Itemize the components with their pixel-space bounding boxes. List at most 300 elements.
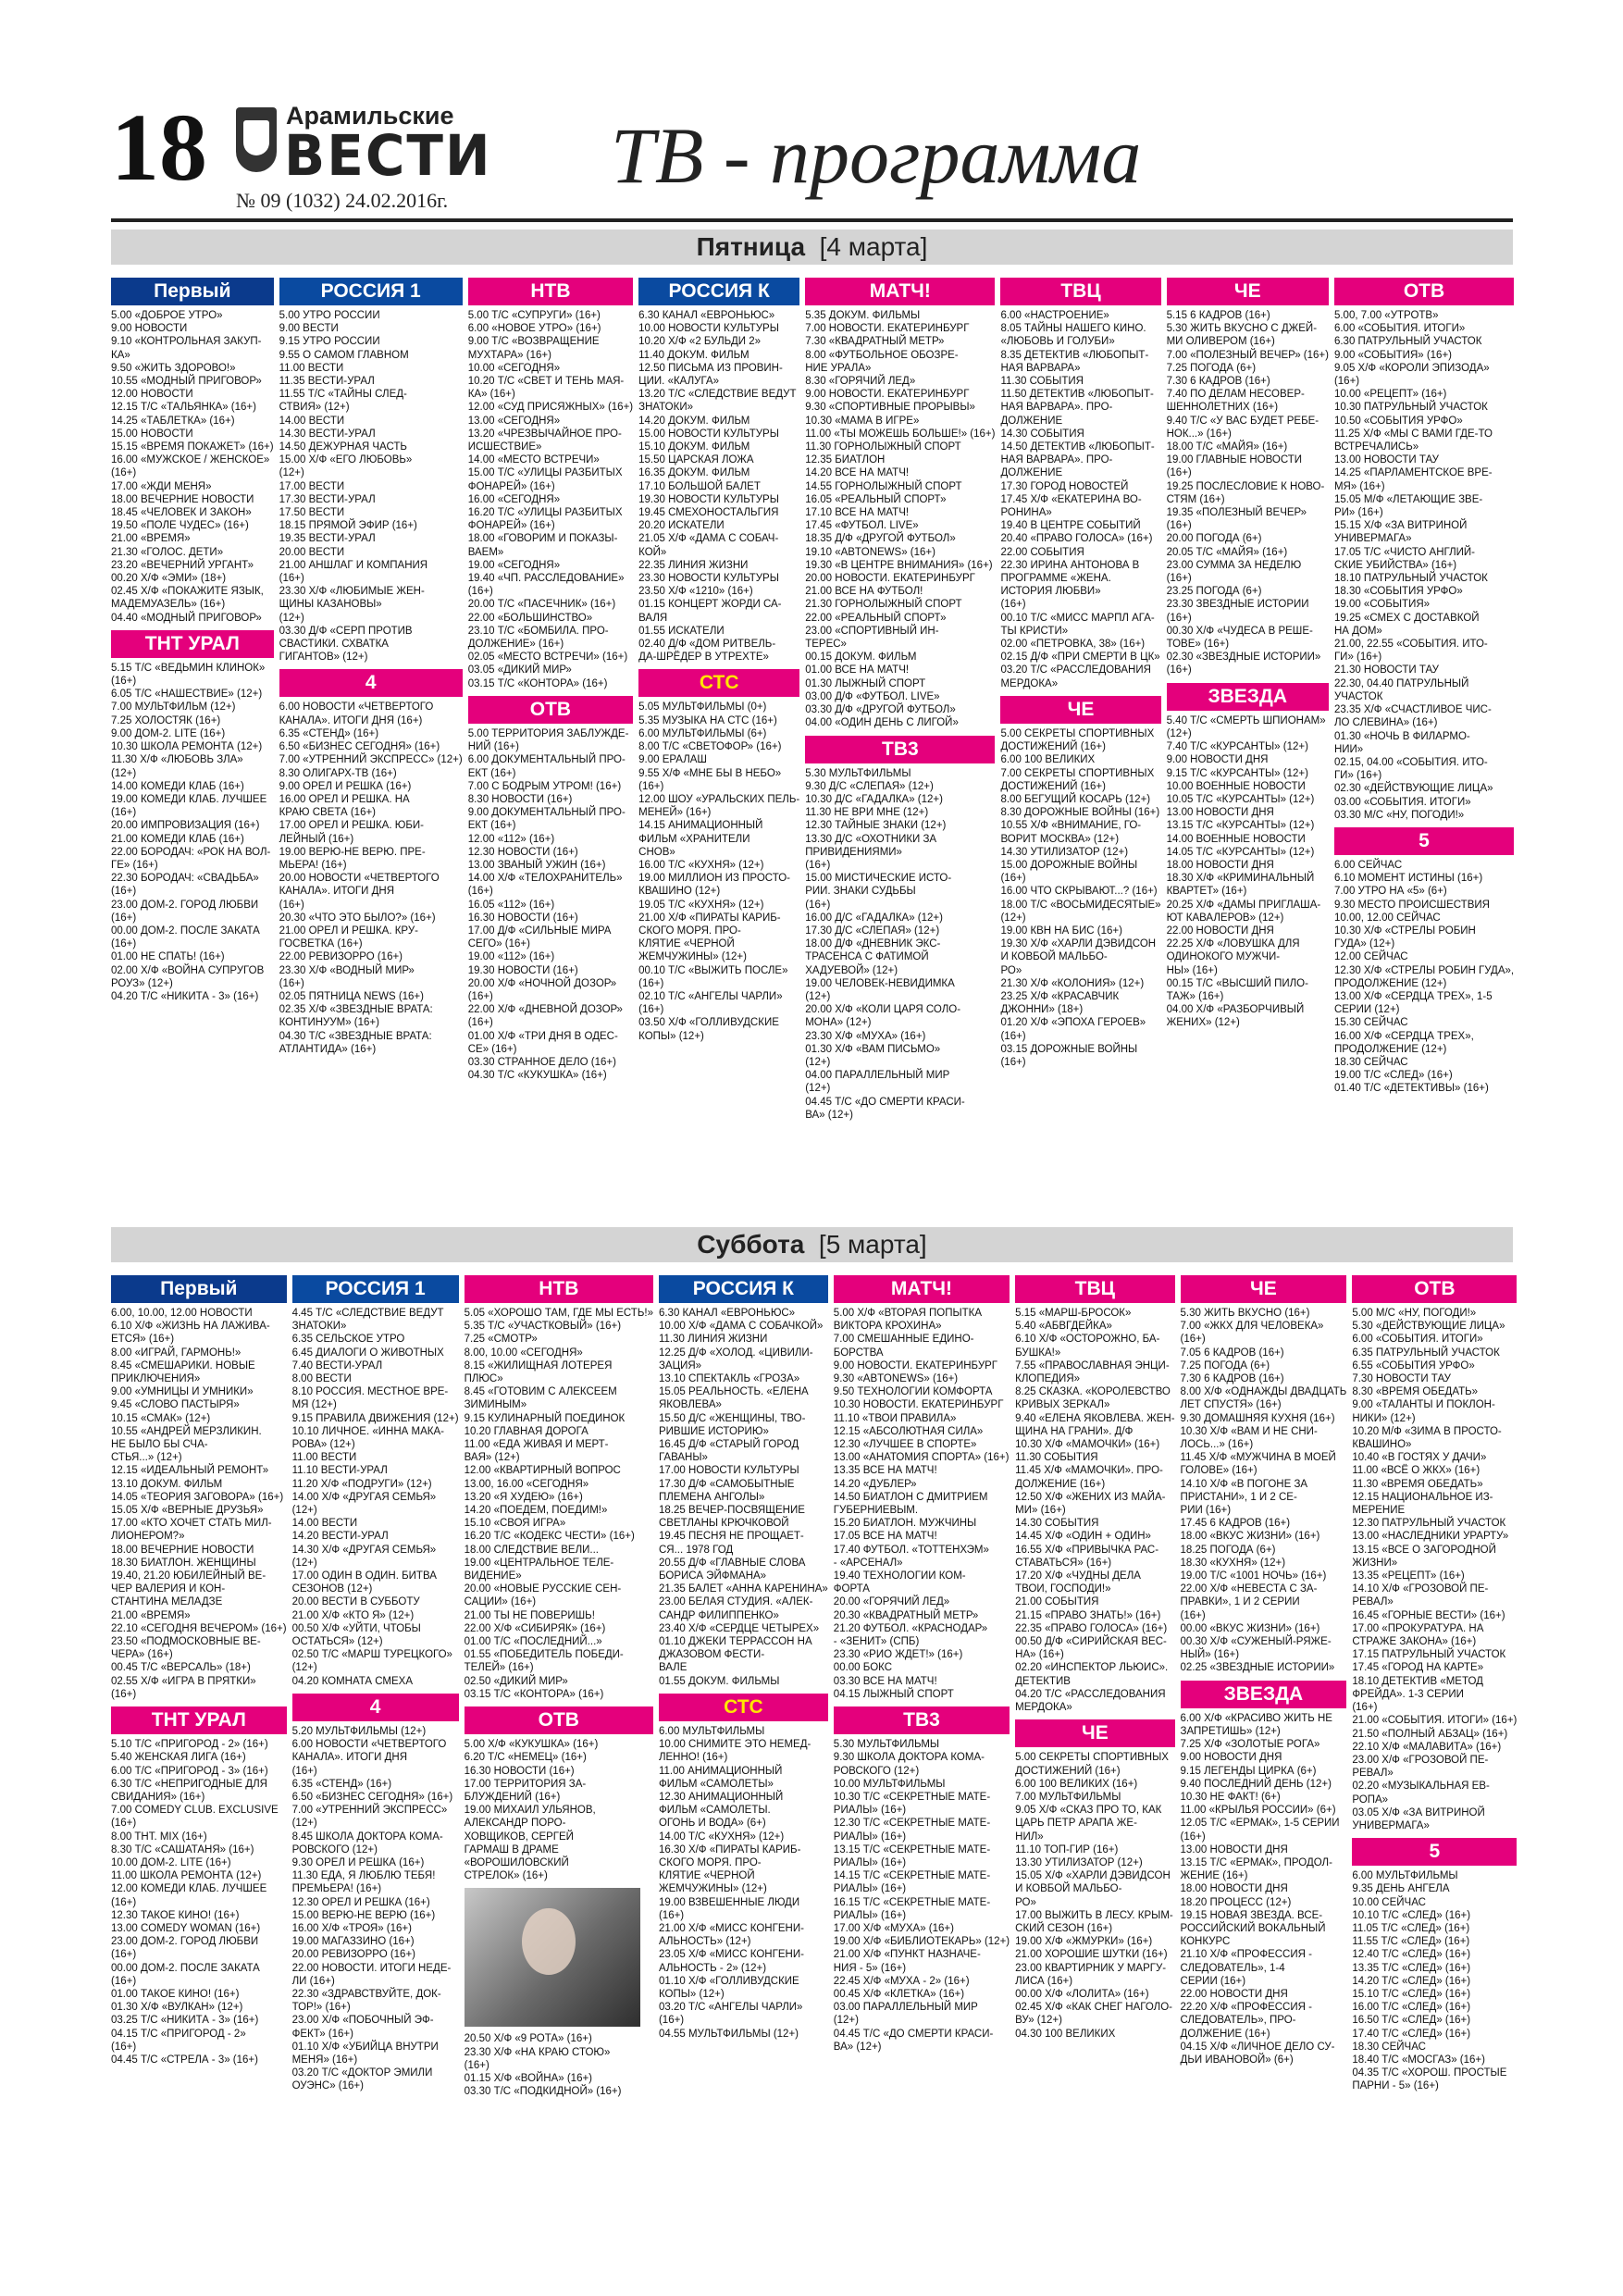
program-entry: 23.00 КВАРТИРНИК У МАРГУ- [1015, 1962, 1167, 1974]
program-entry: 10.00 Х/Ф «ДАМА С СОБАЧКОЙ» [658, 1321, 824, 1333]
program-entry: ПРОДОЛЖЕНИЕ (12+) [1333, 1043, 1447, 1055]
program-entry: 00.10 Т/С «ВЫЖИТЬ ПОСЛЕ» [638, 964, 788, 976]
program-entry: 00.00 «ВКУС ЖИЗНИ» (16+) [1180, 1622, 1320, 1634]
program-entry: РОВСКОГО (12+) [291, 1843, 378, 1855]
program-entry: 17.20 Х/Ф «ЧУДНЫ ДЕЛА [1015, 1570, 1141, 1582]
program-entry: ЗНАТОКИ» [638, 402, 693, 414]
channel-block [465, 1275, 653, 1701]
program-entry: 10.00 СЕЙЧАС [1352, 1896, 1426, 1908]
program-entry: 10.55 «АНДРЕЙ МЕРЗЛИКИН. [111, 1425, 262, 1437]
program-entry: (16+) [1166, 573, 1192, 585]
program-entry: ПРЕМЬЕРА! (16+) [291, 1883, 382, 1895]
program-entry: (12+) [291, 1662, 317, 1674]
program-entry: ВАЛЯ [638, 612, 668, 624]
channel-name: ТНТ УРАЛ [151, 1709, 246, 1731]
program-entry: 02.05 «МЕСТО ВСТРЕЧИ» (16+) [467, 652, 628, 664]
program-entry: 15.10 «СВОЯ ИГРА» [464, 1518, 566, 1530]
program-entry: 6.00 МУЛЬТФИЛЬМЫ [658, 1725, 765, 1737]
program-entry: ЩИНЫ КАЗАНОВЫ» [279, 599, 382, 611]
program-entry: 10.50 «СОБЫТИЯ УРФО» [1333, 415, 1463, 427]
channel-name: МАТЧ! [869, 280, 931, 302]
program-entry: ЗАЦИЯ» [658, 1359, 702, 1371]
program-entry: РЕВАЛ» [1352, 1596, 1394, 1608]
program-entry: 18.00 НОВОСТИ ДНЯ [1166, 859, 1274, 871]
program-entry: (16+) [1000, 1056, 1026, 1068]
program-entry: 20.00 Т/С «ПАСЕЧНИК» (16+) [467, 599, 616, 611]
program-entry: 6.10 Х/Ф «ЖИЗНЬ НА ЛАЖИВА- [111, 1321, 270, 1333]
program-entry: 19.30 Х/Ф «ХАРЛИ ДЭВИДСОН [1000, 938, 1157, 950]
program-entry: 03.20 Т/С «ДОКТОР ЭМИЛИ [291, 2067, 433, 2079]
program-entry: 23.50 «ПОДМОСКОВНЫЕ ВЕ- [111, 1636, 261, 1648]
day-header-friday [111, 230, 1513, 265]
program-entry: ФОРТА [833, 1583, 870, 1595]
program-entry: 21.20 ФУТБОЛ. «КРАСНОДАР» [833, 1622, 988, 1634]
program-entry: 11.30 СОБЫТИЯ [1015, 1452, 1098, 1464]
program-entry: 12.40 Т/С «СЛЕД» (16+) [1352, 1949, 1471, 1961]
program-entry: 17.30 Д/С «СЛЕПАЯ» (12+) [805, 925, 940, 937]
program-entry: СВЕТЛАНЫ КРЮЧКОВОЙ [658, 1518, 789, 1530]
program-entry: 12.05 Т/С «ЕРМАК», 1-5 СЕРИИ [1180, 1818, 1340, 1830]
program-entry: 10.20 Х/Ф «2 БУЛЬДИ 2» [638, 336, 761, 348]
program-entry: 10.30 «МАМА В ИГРЕ» [805, 415, 920, 427]
program-entry: 6.00 НОВОСТИ «ЧЕТВЕРТОГО [279, 701, 434, 714]
program-entry: 8.00 Х/Ф «ОДНАЖДЫ ДВАДЦАТЬ [1180, 1386, 1347, 1398]
tv3-logo-icon [805, 736, 995, 763]
program-entry: 14.00 ВЕСТИ [279, 415, 345, 427]
program-entry: РИАЛЫ» (16+) [833, 1883, 907, 1895]
program-entry: 01.00 ВСЕ НА МАТЧ! [805, 664, 910, 676]
program-entry: СЕГО» (16+) [467, 938, 530, 950]
program-entry: - «ЗЕНИТ» (СПБ) [833, 1636, 920, 1648]
match-tv-logo-icon [834, 1275, 1010, 1303]
program-entry: 23.30 ЗВЕЗДНЫЕ ИСТОРИИ [1166, 599, 1309, 611]
program-entry: 12.00 КОМЕДИ КЛАБ. ЛУЧШЕЕ [111, 1883, 267, 1895]
program-entry: 9.00 ЕРАЛАШ [638, 754, 707, 766]
program-entry: 22.00 СОБЫТИЯ [1000, 546, 1084, 558]
program-entry: 11.25 Х/Ф «МЫ С ВАМИ ГДЕ-ТО [1333, 428, 1493, 440]
channel-name: РОССИЯ К [668, 280, 770, 302]
program-entry: ДОЛЖЕНИЕ» (16+) [467, 639, 564, 651]
program-entry: 10.00 СНИМИТЕ ЭТО НЕМЕД- [658, 1739, 812, 1751]
program-entry: 20.00 Х/Ф «НОЧНОЙ ДОЗОР» [467, 977, 617, 989]
channel-block [279, 278, 463, 664]
program-entry: 8.00 ВЕСТИ [291, 1373, 352, 1385]
program-entry: 10.00, 12.00 СЕЙЧАС [1333, 912, 1441, 924]
program-entry: 14.20 Т/С «СЛЕД» (16+) [1352, 1975, 1471, 1987]
program-entry: 19.00 ВЕРЮ-НЕ ВЕРЮ. ПРЕ- [279, 846, 426, 858]
channel-one-logo-icon [111, 1275, 287, 1303]
program-entry: - «АРСЕНАЛ» [833, 1557, 903, 1569]
program-entry: ПРИВИДЕНИЯМИ» [805, 846, 902, 858]
program-entry: 23.00 БЕЛАЯ СТУДИЯ. «АЛЕК- [658, 1596, 813, 1608]
program-entry: 13.20 «ЧРЕЗВЫЧАЙНОЕ ПРО- [467, 428, 622, 440]
program-entry: 01.10 Х/Ф «УБИЙЦА ВНУТРИ [291, 2041, 439, 2053]
program-entry: 23.00 ДОМ-2. ГОРОД ЛЮБВИ [111, 1936, 259, 1948]
program-entry: МЕРДОКА» [1015, 1702, 1072, 1714]
program-entry: 17.40 ФУТБОЛ. «ТОТТЕНХЭМ» [833, 1544, 989, 1556]
program-entry: 03.20 Т/С «АНГЕЛЫ ЧАРЛИ» [658, 2002, 803, 2014]
program-entry: 13.35 ВСЕ НА МАТЧ! [833, 1465, 937, 1477]
program-entry: 11.00 «ЕДА ЖИВАЯ И МЕРТ- [464, 1439, 609, 1451]
program-entry: 01.15 КОНЦЕРТ ЖОРДИ СА- [638, 599, 782, 611]
program-entry: 11.00 «КРЫЛЬЯ РОССИИ» (6+) [1180, 1805, 1336, 1817]
program-entry: РОПА» [1352, 1793, 1389, 1806]
program-entry: 11.10 ВЕСТИ-УРАЛ [291, 1465, 388, 1477]
program-entry: 12.00 НОВОСТИ [111, 389, 193, 401]
program-entry: 15.50 ЦАРСКАЯ ЛОЖА [638, 454, 754, 466]
program-entry: КОПЫ» (12+) [638, 1030, 704, 1042]
program-entry: 16.00 Т/С «КУХНЯ» (12+) [638, 859, 764, 871]
program-entry: 16.00 «МУЖСКОЕ / ЖЕНСКОЕ» [111, 454, 270, 466]
channel-name: РОССИЯ 1 [320, 280, 421, 302]
program-entry: БЛУЖДЕНИЙ (16+) [464, 1791, 561, 1803]
russia-1-logo-icon [292, 1275, 459, 1303]
program-entry: 16.00 «СЕГОДНЯ» [467, 493, 561, 505]
program-entry: 6.00 «СОБЫТИЯ. ИТОГИ» [1352, 1334, 1483, 1346]
channel-name: ТВ3 [903, 1709, 940, 1731]
program-entry: 21.00 СОБЫТИЯ [1015, 1596, 1099, 1608]
saturday-schedule-grid [111, 1275, 1518, 2249]
program-entry: 19.00 КВН НА БИС (16+) [1000, 925, 1122, 937]
program-entry: СКОГО МОРЯ. ПРО- [658, 1856, 762, 1868]
program-entry: 9.00 НОВОСТИ. ЕКАТЕРИНБУРГ [833, 1359, 998, 1371]
channel-block [468, 278, 633, 690]
program-entry: 11.30 НЕ ВРИ МНЕ (12+) [805, 807, 929, 819]
program-entry: 17.15 ПАТРУЛЬНЫЙ УЧАСТОК [1352, 1649, 1506, 1661]
program-entry: 5.35 МУЗЫКА НА СТС (16+) [638, 714, 777, 726]
program-entry: 15.00 ВЕРЮ-НЕ ВЕРЮ (16+) [291, 1909, 436, 1921]
program-entry: 13.35 Т/С «СЛЕД» (16+) [1352, 1962, 1471, 1974]
program-entry: 7.25 Х/Ф «ЗОЛОТЫЕ РОГА» [1180, 1739, 1320, 1751]
program-entry: 23.30 Х/Ф «МУХА» (16+) [805, 1030, 926, 1042]
program-entry: ГАРМАШ В ДРАМЕ [464, 1843, 559, 1855]
program-entry: (16+) [638, 1004, 664, 1016]
program-entry: 13.30 Д/С «ОХОТНИКИ ЗА [805, 833, 937, 845]
program-entry: 19.35 «ПОЛЕЗНЫЙ ВЕЧЕР» [1166, 507, 1307, 519]
channel-block [638, 278, 799, 664]
program-entry: (16+) [279, 899, 304, 911]
program-entry: 21.00 АНШЛАГ И КОМПАНИЯ [279, 559, 428, 571]
newspaper-logo [236, 102, 492, 191]
program-entry: 9.45 «СЛОВО ПАСТЫРЯ» [111, 1399, 240, 1411]
program-entry: 5.00 «ДОБРОЕ УТРО» [111, 310, 223, 321]
program-entry: ВУ» (12+) [1015, 2015, 1062, 2027]
program-entry: 19.25 ПОСЛЕСЛОВИЕ К НОВО- [1166, 480, 1325, 492]
program-entry: 10.10 ЛИЧНОЕ. «ИННА МАКА- [291, 1425, 444, 1437]
program-entry: 18.30 СЕЙЧАС [1352, 2041, 1426, 2053]
program-entry: ЕКТ (16+) [467, 767, 516, 779]
program-entry: СЛЕДОВАТЕЛЬ», ПРО- [1180, 2015, 1296, 2027]
program-entry: ПРИКЛЮЧЕНИЯ» [111, 1373, 201, 1385]
program-entry: 17.00 Х/Ф «МУХА» (16+) [833, 1922, 954, 1934]
program-entry: (16+) [111, 938, 137, 950]
program-entry: 12.50 ПИСЬМА ИЗ ПРОВИН- [638, 362, 783, 374]
program-entry: 21.00 ТЫ НЕ ПОВЕРИШЬ! [464, 1609, 595, 1621]
program-entry: 02.05 ПЯТНИЦА NEWS (16+) [279, 990, 424, 1002]
newspaper-name-line1: Арамильские [286, 102, 454, 130]
program-entry: МЯ» (16+) [1333, 480, 1385, 492]
channel-block [468, 696, 633, 1082]
program-entry: 9.15 ПРАВИЛА ДВИЖЕНИЯ (12+) [291, 1412, 459, 1424]
program-entry: 8.30 ДОРОЖНЫЕ ВОЙНЫ (16+) [1000, 807, 1160, 819]
channel-name: ТВ3 [882, 738, 919, 760]
program-entry: РЕВАЛ» [1352, 1768, 1394, 1780]
program-entry: 16.00 ЧТО СКРЫВАЮТ...? (16+) [1000, 886, 1158, 898]
channel-name: Первый [154, 280, 231, 302]
program-entry: 12.15 Т/С «ТАЛЬЯНКА» (16+) [111, 402, 256, 414]
program-entry: ЮТ КАВАЛЕРОВ» (12+) [1166, 912, 1284, 924]
program-entry: 10.00 МУЛЬТФИЛЬМЫ [833, 1778, 946, 1790]
program-entry: 22.00 НОВОСТИ. ИТОГИ НЕДЕ- [291, 1962, 452, 1974]
program-entry: 6.00 100 ВЕЛИКИХ (16+) [1015, 1778, 1138, 1790]
program-entry: РИИ. ЗНАКИ СУДЬБЫ [805, 886, 916, 898]
program-entry: 23.00 «СПОРТИВНЫЙ ИН- [805, 625, 939, 637]
program-entry: 02.50 «ДИКИЙ МИР» [464, 1675, 568, 1687]
program-entry: 7.00 СЕКРЕТЫ СПОРТИВНЫХ [1000, 767, 1155, 779]
channel-block [111, 1706, 287, 2066]
program-entry: 00.10 Т/С «МИСС МАРПЛ АГА- [1000, 612, 1155, 624]
program-entry: БОРИСА ЭЙФМАНА» [658, 1570, 767, 1582]
program-entry: 03.15 Т/С «КОНТОРА» (16+) [464, 1688, 604, 1700]
program-entry: АЛЕКСАНДР ПОРО- [464, 1818, 566, 1830]
program-entry: 5.00, 7.00 «УТРОТВ» [1333, 310, 1439, 321]
program-entry: СТАНТИНА МЕЛАДЗЕ [111, 1596, 223, 1608]
program-entry: 15.05 М/Ф «ЛЕТАЮЩИЕ ЗВЕ- [1333, 493, 1483, 505]
program-entry: 6.20 Т/С «НЕМЕЦ» (16+) [464, 1752, 587, 1764]
program-entry: 18.30 «КУХНЯ» (12+) [1180, 1557, 1286, 1569]
channel-block [292, 1694, 459, 2093]
program-entry: 04.20 Т/С «РАССЛЕДОВАНИЯ [1015, 1688, 1166, 1700]
program-entry: ПАРНИ - 5» (16+) [1352, 2080, 1439, 2092]
program-entry: 6.10 МОМЕНТ ИСТИНЫ (16+) [1333, 873, 1483, 885]
program-entry: 13.00 НОВОСТИ ДНЯ [1180, 1843, 1288, 1855]
channel-block [1181, 1681, 1347, 2066]
program-entry: 18.00 Т/С «МАЙЯ» (16+) [1166, 441, 1288, 453]
program-entry: 8.05 ТАЙНЫ НАШЕГО КИНО. [1000, 323, 1146, 335]
program-entry: 01.40 Т/С «ДЕТЕКТИВЫ» (16+) [1333, 1083, 1489, 1095]
program-entry: «ЛЮБОВЬ И ГОЛУБИ» [1000, 336, 1115, 348]
program-entry: 11.30 «ВРЕМЯ ОБЕДАТЬ» [1352, 1478, 1483, 1490]
program-entry: 20.40 «ПРАВО ГОЛОСА» (16+) [1000, 533, 1153, 545]
program-entry: 18.00 ВЕЧЕРНИЕ НОВОСТИ [111, 1544, 254, 1556]
program-entry: 21.00 ВСЕ НА ФУТБОЛ! [805, 586, 923, 598]
program-entry: 03.05 Х/Ф «ЗА ВИТРИНОЙ [1352, 1806, 1485, 1818]
program-entry: 9.05 Х/Ф «СКАЗ ПРО ТО, КАК [1015, 1805, 1162, 1817]
program-entry: 23.30 Х/Ф «ЛЮБИМЫЕ ЖЕН- [279, 586, 425, 598]
program-entry: КВАШИНО (12+) [638, 886, 721, 898]
program-entry: 9.00 ВЕСТИ [279, 323, 339, 335]
channel-name: ОТВ [538, 1709, 579, 1731]
program-entry: 7.05 6 КАДРОВ (16+) [1180, 1347, 1284, 1359]
program-entry: 15.10 ДОКУМ. ФИЛЬМ [638, 441, 750, 453]
channel-block [805, 278, 995, 730]
program-entry: НИИ» [1333, 743, 1364, 755]
program-entry: 5.15 Т/С «ВЕДЬМИН КЛИНОК» [111, 662, 266, 674]
channel-block [1334, 827, 1514, 1096]
program-entry: (16+) [291, 1765, 317, 1777]
program-entry: 00.00 БОКС [833, 1662, 893, 1674]
program-entry: КЛЯТИЕ «ЧЕРНОЙ [658, 1870, 755, 1882]
program-entry: (16+) [1166, 664, 1192, 676]
program-entry: 16.20 Т/С «КОДЕКС ЧЕСТИ» (16+) [464, 1531, 635, 1543]
program-entry: 21.00 «ВРЕМЯ» [111, 533, 191, 545]
program-entry: ДОСТИЖЕНИЙ (16+) [1015, 1765, 1121, 1777]
program-entry: 16.05 «РЕАЛЬНЫЙ СПОРТ» [805, 493, 947, 505]
program-entry: ВА» (12+) [833, 2041, 882, 2053]
program-entry: 00.50 Х/Ф «УЙТИ, ЧТОБЫ [291, 1622, 421, 1634]
day-name: Пятница [696, 232, 806, 261]
program-entry: ВОРИТ МОСКВА» (12+) [1000, 833, 1120, 845]
program-entry: 9.00 «УМНИЦЫ И УМНИКИ» [111, 1386, 254, 1398]
program-entry: 14.10 Х/Ф «ГРОЗОВОЙ ПЕ- [1352, 1583, 1489, 1595]
program-entry: 12.50 Х/Ф «ЖЕНИХ ИЗ МАЙА- [1015, 1491, 1166, 1503]
program-entry: 11.10 «ТВОИ ПРАВИЛА» [833, 1412, 957, 1424]
program-entry: 19.00 «ЦЕНТРАЛЬНОЕ ТЕЛЕ- [464, 1557, 614, 1569]
program-entry: 6.00 МУЛЬТФИЛЬМЫ (6+) [638, 727, 767, 739]
program-entry: 10.00 ДОМ-2. LITE (16+) [111, 1856, 231, 1868]
program-entry: ДА-ШРЁДЕР В УТРЕХТЕ» [638, 652, 769, 664]
program-entry: 5.40 «АБВГДЕЙКА» [1015, 1321, 1112, 1333]
program-entry: 18.00 НОВОСТИ ДНЯ [1180, 1883, 1288, 1895]
program-entry: 7.00 «УТРЕННИЙ ЭКСПРЕСС» [291, 1805, 448, 1817]
program-entry: 14.00 ВЕСТИ [291, 1518, 358, 1530]
program-entry: 19.00 МИЛЛИОН ИЗ ПРОСТО- [638, 873, 791, 885]
program-entry: ДОЛЖЕНИЕ (16+) [1015, 1478, 1106, 1490]
program-entry: (16+) [111, 886, 137, 898]
program-entry: 13.15 «ВСЕ О ЗАГОРОДНОЙ [1352, 1544, 1496, 1556]
program-entry: (16+) [1180, 1609, 1206, 1621]
program-entry: 04.30 Т/С «ЗВЕЗДНЫЕ ВРАТА: [279, 1030, 432, 1042]
program-entry: 6.45 ДИАЛОГИ О ЖИВОТНЫХ [291, 1347, 444, 1359]
channel-block [292, 1275, 459, 1688]
program-entry: 03.20 Т/С «РАССЛЕДОВАНИЯ [1000, 664, 1151, 676]
program-entry: 23.00 Х/Ф «ПОБОЧНЫЙ ЭФ- [291, 2015, 434, 2027]
program-entry: 7.40 ВЕСТИ-УРАЛ [291, 1359, 383, 1371]
program-entry: БУШКА!» [1015, 1347, 1061, 1359]
program-entry: 19.00 «112» (16+) [467, 951, 555, 963]
program-entry: 22.35 «ПРАВО ГОЛОСА» (16+) [1015, 1622, 1168, 1634]
program-entry: ГОСВЕТКА (16+) [279, 938, 363, 950]
program-entry: 6.55 «СОБЫТИЯ УРФО» [1352, 1359, 1475, 1371]
program-entry: 13.15 Т/С «КУРСАНТЫ» (12+) [1166, 820, 1315, 832]
program-entry: 13.00, 16.00 «СЕГОДНЯ» [464, 1478, 589, 1490]
program-entry: ОДИНОКОГО МУЖЧИ- [1166, 951, 1281, 963]
program-entry: 8.00 «ИГРАЙ, ГАРМОНЬ!» [111, 1347, 242, 1359]
program-entry: 11.00 ШКОЛА РЕМОНТА (12+) [111, 1870, 262, 1882]
program-entry: 6.00 НОВОСТИ «ЧЕТВЕРТОГО [291, 1739, 447, 1751]
program-entry: 7.30 6 КАДРОВ (16+) [1166, 376, 1270, 388]
program-entry: САЦИИ» (16+) [464, 1596, 537, 1608]
program-entry: РОВА» (12+) [291, 1439, 355, 1451]
program-entry: СЕЗОНОВ (12+) [291, 1583, 373, 1595]
program-entry: 20.55 Д/Ф «ГЛАВНЫЕ СЛОВА [658, 1557, 806, 1569]
program-entry: 7.00 «ПОЛЕЗНЫЙ ВЕЧЕР» (16+) [1166, 349, 1329, 361]
program-entry: ЛЕТ СПУСТЯ» (16+) [1180, 1399, 1282, 1411]
tnt-ural-logo-icon [111, 1706, 287, 1734]
program-entry: 18.00 «ГОВОРИМ И ПОКАЗЫ- [467, 533, 618, 545]
program-entry: 11.00 АНИМАЦИОННЫЙ [658, 1765, 783, 1777]
program-entry: РИИ (16+) [1180, 1505, 1232, 1517]
program-entry: 15.20 БИАТЛОН. МУЖЧИНЫ [833, 1518, 977, 1530]
channel-name: ЧЕ [1067, 698, 1095, 720]
program-entry: 17.30 ВЕСТИ-УРАЛ [279, 493, 376, 505]
program-entry: НЫЙ» (16+) [1180, 1649, 1240, 1661]
program-entry: 01.00 ТАКОЕ КИНО! (16+) [111, 1988, 240, 2000]
program-entry: И КОВБОЙ МАЛЬБО- [1015, 1883, 1122, 1895]
day-date: [4 марта] [819, 232, 928, 261]
program-entry: 17.45 «ГОРОД НА КАРТЕ» [1352, 1662, 1484, 1674]
program-entry: 13.10 ДОКУМ. ФИЛЬМ [111, 1478, 223, 1490]
program-entry: 11.30 ЛИНИЯ ЖИЗНИ [658, 1334, 768, 1346]
program-entry: 19.40 ТЕХНОЛОГИИ КОМ- [833, 1570, 966, 1582]
channel-name: МАТЧ! [890, 1278, 953, 1299]
program-entry: СВИДАНИЯ» (16+) [111, 1791, 205, 1803]
program-entry: 04.15 Т/С «ПРИГОРОД - 2» [111, 2028, 246, 2040]
program-entry: 18.00 Д/Ф «ДНЕВНИК ЭКС- [805, 938, 941, 950]
program-entry: 7.40 Т/С «КУРСАНТЫ» (12+) [1166, 741, 1308, 753]
program-entry: 03.30 Т/С «ПОДКИДНОЙ» (16+) [464, 2086, 622, 2098]
program-entry: 01.20 Х/Ф «ЭПОХА ГЕРОЕВ» [1000, 1017, 1146, 1029]
program-entry: МИ ОЛИВЕРОМ (16+) [1166, 336, 1275, 348]
program-entry: 20.00 РЕВИЗОРРО (16+) [291, 1949, 416, 1961]
program-entry: РОНИНА» [1000, 507, 1052, 519]
program-entry: 10.05 Т/С «КУРСАНТЫ» (12+) [1166, 793, 1315, 805]
program-entry: 12.30 ОРЕЛ И РЕШКА (16+) [291, 1896, 430, 1908]
program-entry: 18.35 Д/Ф «ДРУГОЙ ФУТБОЛ» [805, 533, 956, 545]
program-entry: СВАСТИКИ. СХВАТКА [279, 639, 389, 651]
program-entry: 14.00 «МЕСТО ВСТРЕЧИ» [467, 454, 600, 466]
program-entry: 12.15 «ИДЕАЛЬНЫЙ РЕМОНТ» [111, 1465, 269, 1477]
program-entry: (16+) [111, 807, 137, 819]
program-entry: 01.30 «НОЧЬ В ФИЛАРМО- [1333, 730, 1470, 742]
program-entry: 10.00 «СЕГОДНЯ» [467, 362, 561, 374]
program-entry: 00.00 ДОМ-2. ПОСЛЕ ЗАКАТА [111, 925, 260, 937]
program-entry: РОУЗ» (12+) [111, 977, 173, 989]
program-entry: (16+) [1180, 1334, 1206, 1346]
program-entry: 20.00 ВЕСТИ [279, 546, 345, 558]
program-entry: ИСТОРИЯ ЛЮБВИ» [1000, 586, 1101, 598]
schedule-column [279, 278, 463, 1222]
program-entry: РИАЛЫ» (16+) [833, 1909, 907, 1921]
program-entry: 17.00 «КТО ХОЧЕТ СТАТЬ МИЛ- [111, 1518, 272, 1530]
channel-name: РОССИЯ К [692, 1278, 794, 1299]
schedule-column [468, 278, 633, 1222]
program-entry: 03.50 Х/Ф «ГОЛЛИВУДСКИЕ [638, 1017, 779, 1029]
program-entry: НА» (16+) [1015, 1649, 1064, 1661]
program-entry: КОПЫ» (12+) [658, 1988, 725, 2000]
program-entry: ЛИ (16+) [291, 1975, 335, 1987]
program-entry: СЛЕДОВАТЕЛЬ», 1-4 [1180, 1962, 1285, 1974]
schedule-column [1167, 278, 1329, 1222]
program-entry: 22.00 Х/Ф «ДНЕВНОЙ ДОЗОР» [467, 1004, 623, 1016]
program-entry: 14.45 Х/Ф «ОДИН + ОДИН» [1015, 1531, 1151, 1543]
program-entry: 12.30 АНИМАЦИОННЫЙ [658, 1791, 784, 1803]
program-entry: 19.40 В ЦЕНТРЕ СОБЫТИЙ [1000, 520, 1141, 532]
program-entry: НА ДОМ» [1333, 625, 1382, 637]
program-entry: УНИВЕРМАГА» [1352, 1819, 1430, 1831]
program-entry: 19.00 «СОБЫТИЯ» [1333, 599, 1431, 611]
program-entry: ТРАСЕНСА С ФАТИМОЙ [805, 951, 929, 963]
tnt-ural-logo-icon [111, 630, 274, 658]
program-entry: 15.50 Д/С «ЖЕНЩИНЫ, ТВО- [658, 1412, 806, 1424]
program-entry: 13.20 «Я ХУДЕЮ» (16+) [464, 1491, 583, 1503]
program-entry: НИЛ» [1015, 1831, 1044, 1843]
program-entry: 7.00 COMEDY CLUB. EXCLUSIVE [111, 1805, 279, 1817]
program-entry: 17.10 ВСЕ НА МАТЧ! [805, 507, 910, 519]
program-entry: 17.05 Т/С «ЧИСТО АНГЛИЙ- [1333, 546, 1476, 558]
program-entry: 19.00 Т/С «СЛЕД» (16+) [1333, 1070, 1453, 1082]
program-entry: 21.00 ХОРОШИЕ ШУТКИ (16+) [1015, 1949, 1168, 1961]
